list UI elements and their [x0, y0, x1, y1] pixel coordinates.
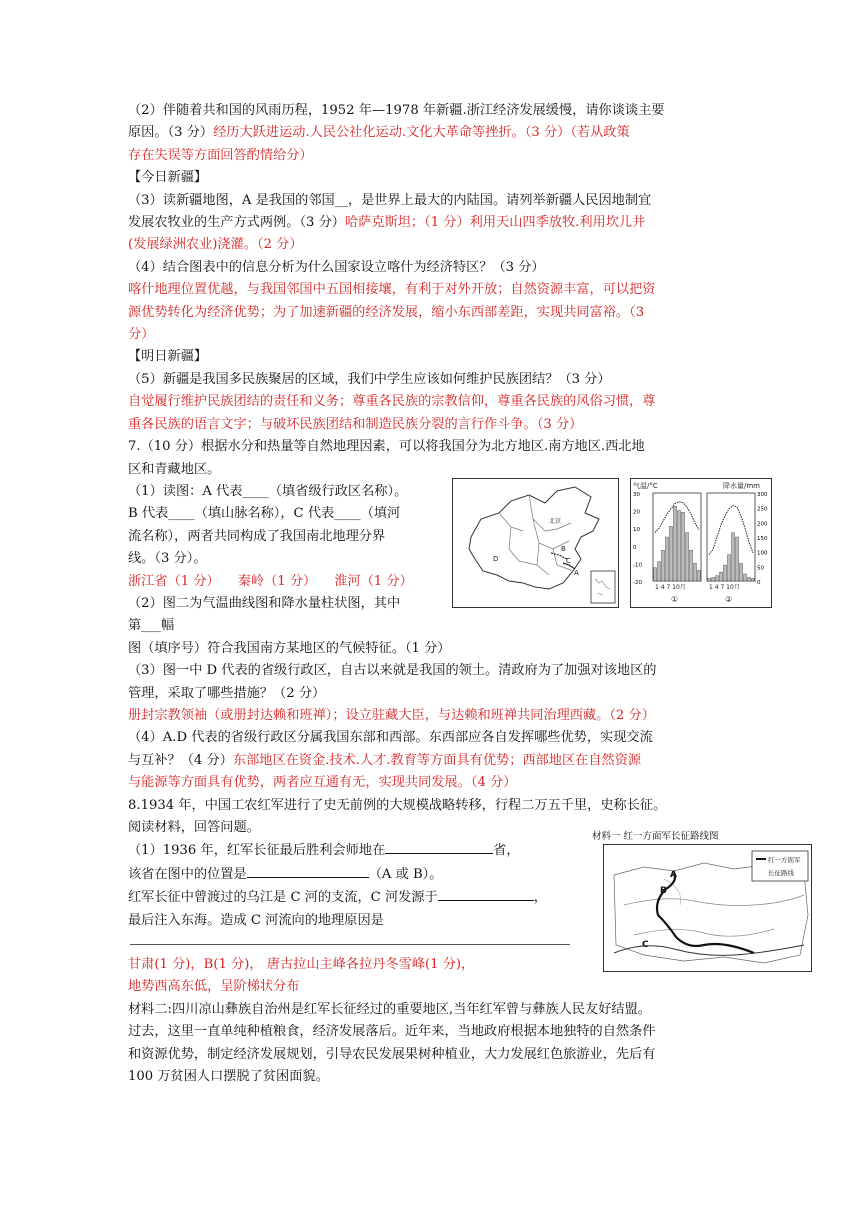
q7-answer-b: 秦岭（1 分） — [237, 573, 317, 589]
precip-bar — [736, 537, 739, 581]
q8-p1-line2b: （A 或 B）。 — [368, 866, 443, 882]
q8-p1-line3b: ， — [533, 890, 547, 906]
q8-material2-4: 100 万贫困人口摆脱了贫困面貌。 — [128, 1069, 329, 1085]
beijing-label: 北京 — [549, 518, 562, 525]
march-label-c: C — [642, 940, 649, 950]
q4-answer-1: 喀什地理位置优越，与我国邻国中五国相接壤，有利于对外开放；自然资源丰富，可以把资 — [128, 282, 656, 298]
q8-answer-2: 地势西高东低，呈阶梯状分布 — [128, 979, 300, 995]
q7-p2-line3: 图（填序号）符合我国南方某地区的气候特征。（1 分） — [128, 640, 451, 656]
q3-line1: （3）读新疆地图，A 是我国的邻国__，是世界上最大的内陆国。请列举新疆人民因地制宜 — [128, 192, 652, 208]
chart1-x-ticks: 1 4 7 10月 — [655, 584, 686, 591]
chart2-frame — [707, 493, 755, 581]
precip-bar — [712, 577, 715, 581]
precip-bar — [670, 526, 673, 581]
precip-bar — [748, 577, 751, 581]
precip-tick-label: 300 — [757, 492, 768, 498]
temp-tick-label: -10 — [633, 562, 642, 569]
precip-tick-label: 50 — [757, 565, 764, 572]
q7-p1-line4: 线。（3 分）。 — [128, 551, 207, 567]
precip-bar — [720, 572, 723, 581]
q7-p3-line1: （3）图一中 D 代表的省级行政区，自古以来就是我国的领土。清政府为了加强对该地区的 — [128, 663, 657, 679]
precip-bar — [662, 550, 665, 581]
chart1-temp-curve — [655, 502, 699, 533]
q8-p1-line3a: 红军长征中曾渡过的乌江是 C 河的支流，C 河发源于 — [128, 890, 438, 906]
precip-ticks — [757, 492, 768, 586]
q7-answer-4: 东部地区在资金.技术.人才.教育等方面具有优势；西部地区在自然资源 — [232, 752, 642, 768]
q3-answer: 哈萨克斯坦；（1 分）利用天山四季放牧.利用坎儿井 — [344, 215, 646, 231]
china-map-figure — [452, 478, 619, 608]
temp-tick-label: 30 — [633, 492, 640, 498]
chart1-bars — [654, 506, 701, 581]
q5-answer-2: 重各民族的语言文字；与破坏民族团结和制造民族分裂的言行作斗争。（3 分） — [128, 416, 583, 432]
precip-bar — [724, 565, 727, 581]
climate-charts — [631, 479, 771, 607]
march-label-a: A — [670, 870, 677, 880]
q7-p1-line2: B 代表____（填山脉名称），C 代表____（填河 — [128, 506, 401, 522]
map-label-c: C — [566, 557, 571, 565]
q7-answer-a: 浙江省（1 分） — [128, 573, 220, 589]
precip-tick-label: 150 — [757, 536, 768, 542]
march-map-title: 材料一 红一方面军长征路线图 — [592, 831, 719, 842]
q2-answer-cont: 存在失误等方面回答酌情给分） — [128, 147, 313, 163]
temp-tick-label: -20 — [633, 580, 642, 586]
q8-p1-line1b: 省， — [493, 843, 520, 859]
precip-bar — [690, 550, 693, 581]
precip-tick-label: 100 — [757, 550, 768, 557]
q2-line1: （2）伴随着共和国的风雨历程，1952 年—1978 年新疆.浙江经济发展缓慢，请你谈谈主要 — [128, 103, 665, 118]
q8-p1-line1a: （1）1936 年，红军长征最后胜利会师地在 — [128, 843, 386, 859]
q8-blank-1 — [385, 839, 493, 854]
map-label-d: D — [493, 555, 499, 563]
temp-axis-label: 气温/°C — [633, 482, 658, 490]
q7-p2-line2: 第___幅 — [128, 618, 175, 634]
section-tomorrow: 【明日新疆】 — [128, 349, 208, 365]
legend-text-1: 红一方面军 — [768, 856, 801, 864]
china-map — [453, 479, 618, 607]
q4-line1: （4）结合图表中的信息分析为什么国家设立喀什为经济特区？（3 分） — [128, 259, 545, 275]
section-today: 【今日新疆】 — [128, 170, 208, 186]
q7-line1: 7.（10 分）根据水分和热量等自然地理因素，可以将我国分为北方地区.南方地区.西北地 — [128, 439, 645, 455]
march-label-b: B — [660, 886, 667, 896]
q2-line2: 原因。（3 分） — [128, 125, 214, 141]
q7-p1-line1: （1）读图：A 代表____（填省级行政区名称）。 — [128, 483, 408, 499]
temp-tick-label: 0 — [633, 544, 637, 551]
march-route-line — [657, 873, 754, 953]
q8-blank-3 — [438, 886, 534, 901]
precip-bar — [744, 574, 747, 581]
climate-chart-figure — [630, 478, 772, 608]
q7-p4-line2: 与互补？（4 分） — [128, 752, 233, 768]
temp-ticks — [633, 492, 642, 586]
q7-p4-line1: （4）A.D 代表的省级行政区分属我国东部和西部。东西部应各自发挥哪些优势，实现交流 — [128, 730, 653, 746]
q3-answer-cont: (发展绿洲农业)浇灌。（2 分） — [128, 237, 303, 253]
q7-line2: 区和青藏地区。 — [128, 461, 221, 477]
q7-answer-4-cont: 与能源等方面具有优势，两者应互通有无，实现共同发展。（4 分） — [128, 775, 517, 791]
legend-text-2: 长征路线 — [768, 869, 794, 877]
q7-p3-line2: 管理，采取了哪些措施？（2 分） — [128, 685, 326, 701]
q3-line2: 发展农牧业的生产方式两例。（3 分） — [128, 215, 345, 231]
precip-bar — [678, 511, 681, 581]
q8-p1-line2a: 该省在图中的位置是 — [128, 866, 247, 882]
chart1-number: ① — [671, 595, 679, 604]
q8-material2-2: 过去，这里一直单纯种植粮食，经济发展落后。近年来，当地政府根据本地独特的自然条件 — [128, 1024, 656, 1040]
q5-line1: （5）新疆是我国多民族聚居的区域，我们中学生应该如何维护民族团结？（3 分） — [128, 371, 611, 387]
q8-material2-1: 材料二:四川凉山彝族自治州是红军长征经过的重要地区,当年红军曾与彝族人民友好结盟。 — [128, 1001, 651, 1017]
map-label-a: A — [574, 569, 579, 577]
long-march-map — [604, 845, 811, 971]
precip-bar — [674, 506, 677, 581]
precip-bar — [728, 555, 731, 581]
precip-bar — [716, 576, 719, 581]
q2-answer: 经历大跃进运动.人民公社化运动.文化大革命等挫折。（3 分）（若从政策 — [213, 125, 630, 141]
map-label-b: B — [561, 545, 566, 553]
precip-bar — [732, 533, 735, 581]
q5-answer-1: 自觉履行维护民族团结的责任和义务；尊重各民族的宗教信仰，尊重各民族的风俗习惯，尊 — [128, 394, 656, 410]
precip-bar — [698, 570, 701, 581]
q4-answer-2: 源优势转化为经济优势；为了加速新疆的经济发展，缩小东西部差距，实现共同富裕。（3 — [128, 304, 645, 320]
chart2-temp-curve — [709, 505, 753, 554]
long-march-map-figure — [603, 844, 812, 972]
q8-line1: 8.1934 年，中国工农红军进行了史无前例的大规模战略转移，行程二万五千里，史称长征。 — [128, 797, 667, 813]
q8-blank-2 — [247, 863, 369, 878]
chart2-bars — [708, 533, 755, 581]
precip-bar — [686, 533, 689, 581]
precip-bar — [654, 568, 657, 581]
q4-answer-3: 分） — [128, 327, 155, 343]
precip-bar — [694, 563, 697, 581]
precip-tick-label: 200 — [757, 521, 768, 528]
q8-p1-line4: 最后注入东海。造成 C 河流向的地理原因是 — [128, 912, 384, 928]
precip-bar — [682, 512, 685, 581]
q7-answer-3: 册封宗教领袖（或册封达赖和班禅）；设立驻藏大臣，与达赖和班禅共同治理西藏。（2 分） — [128, 707, 655, 723]
q7-p2-line1: （2）图二为气温曲线图和降水量柱状图，其中 — [128, 595, 401, 611]
chart2-number: ② — [725, 595, 733, 604]
temp-tick-label: 20 — [633, 509, 640, 516]
temp-tick-label: 10 — [633, 527, 640, 534]
precip-bar — [666, 537, 669, 581]
precip-bar — [708, 578, 711, 581]
precip-bar — [752, 578, 755, 581]
precip-tick-label: 0 — [757, 580, 761, 586]
precip-axis-label: 降水量/mm — [723, 482, 760, 490]
precip-tick-label: 250 — [757, 506, 768, 513]
precip-bar — [658, 562, 661, 581]
q8-line2: 阅读材料，回答问题。 — [128, 820, 260, 835]
q7-answer-c: 淮河（1 分） — [334, 573, 413, 589]
chart2-x-ticks: 1 4 7 10月 — [709, 584, 740, 591]
precip-bar — [740, 563, 743, 581]
q8-material2-3: 和资源优势，制定经济发展规划，引导农民发展果树种植业，大力发展红色旅游业，先后有 — [128, 1046, 656, 1062]
q7-p1-line3: 流名称），两者共同构成了我国南北地理分界 — [128, 528, 386, 544]
q8-answer-1: 甘肃(1 分)，B(1 分)， 唐古拉山主峰各拉丹冬雪峰(1 分)， — [128, 957, 475, 973]
